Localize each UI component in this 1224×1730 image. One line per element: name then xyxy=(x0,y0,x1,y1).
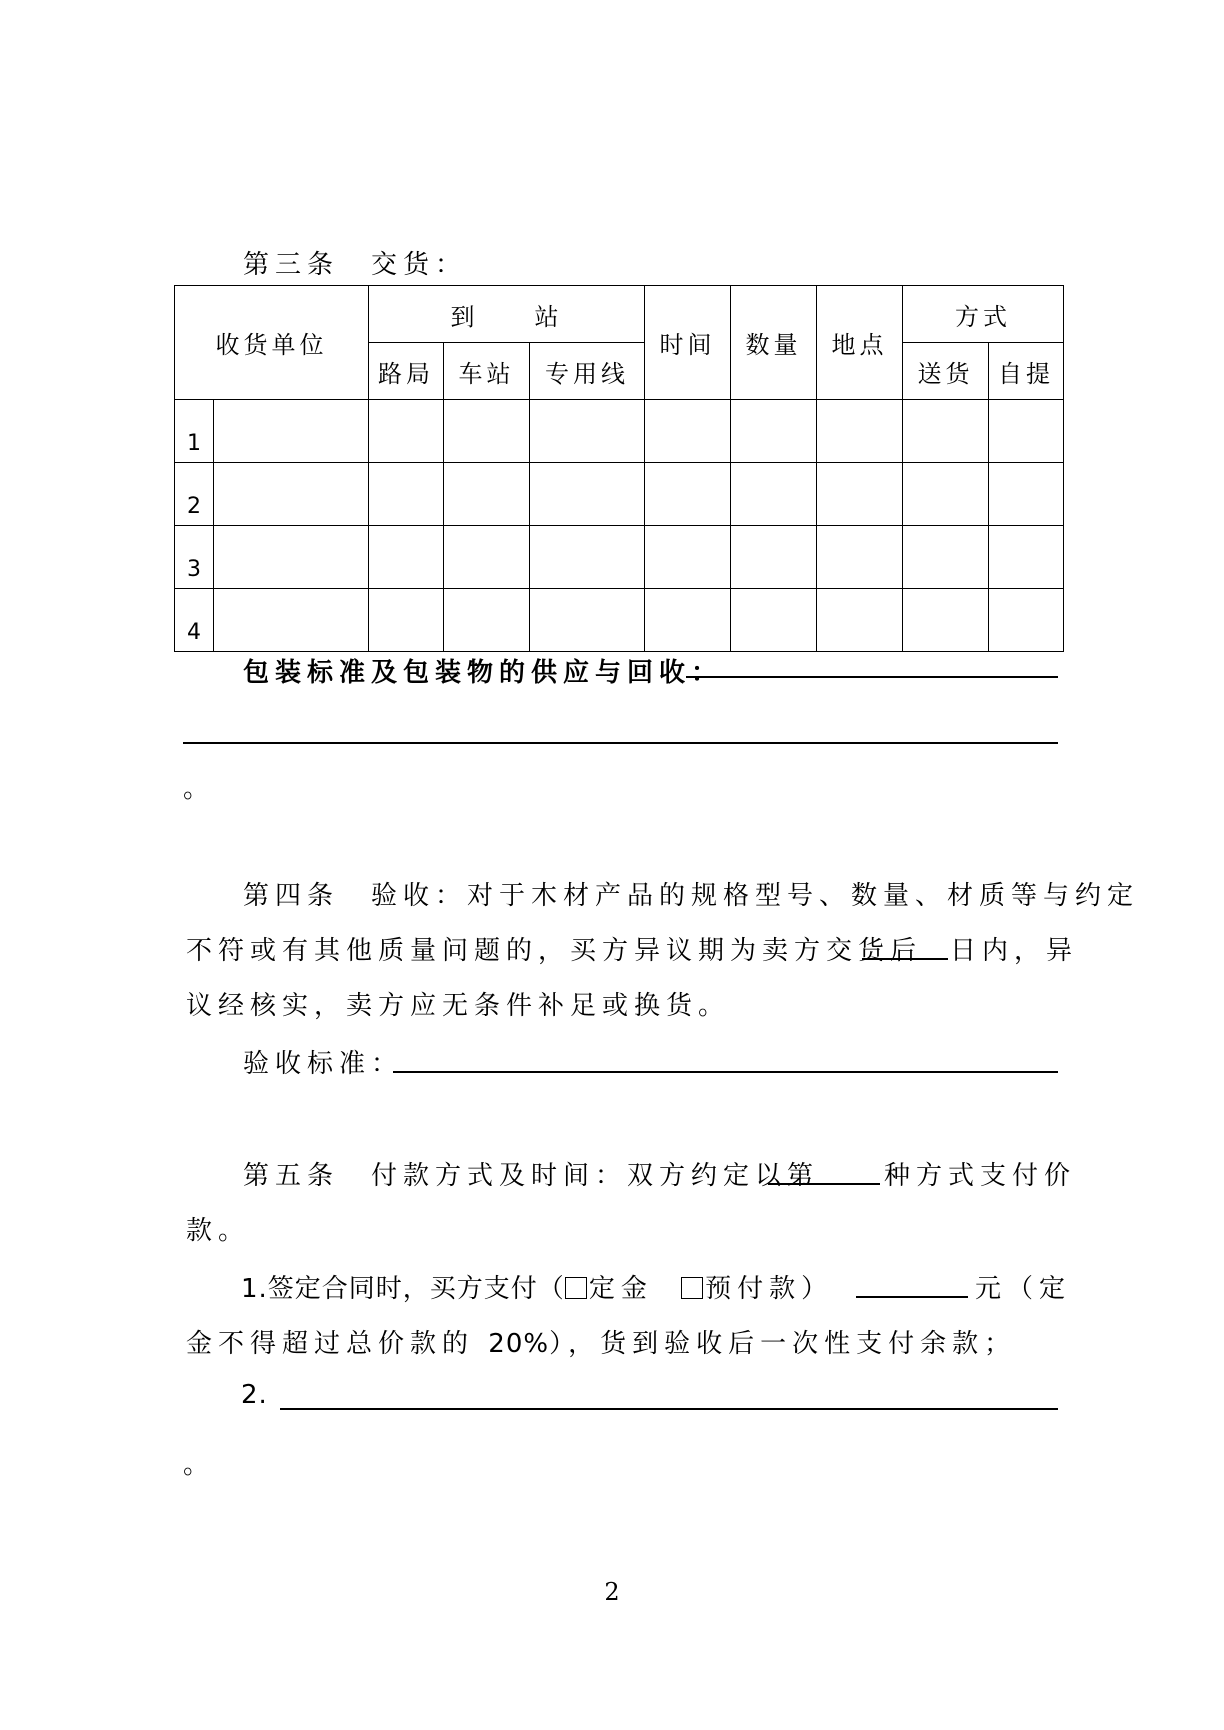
table-cell[interactable] xyxy=(530,526,645,589)
option-prepay: 预付款） xyxy=(705,1274,834,1304)
page-number: 2 xyxy=(604,1578,620,1606)
table-row xyxy=(175,400,1064,463)
table-row xyxy=(175,526,1064,589)
payment-item1 xyxy=(241,1268,833,1305)
col-stop: 车站 xyxy=(444,343,530,400)
col-receiver: 收货单位 xyxy=(175,286,369,400)
table-cell[interactable] xyxy=(369,526,444,589)
table-cell[interactable] xyxy=(731,526,817,589)
table-cell[interactable] xyxy=(214,463,369,526)
table-cell[interactable] xyxy=(989,400,1064,463)
acceptance-standard-blank[interactable] xyxy=(393,1071,1058,1073)
table-cell[interactable] xyxy=(369,589,444,652)
article4-line2-a: 不符或有其他质量问题的，买方异议期为卖方交货后 xyxy=(186,936,923,966)
article5-line2: 款。 xyxy=(186,1216,251,1246)
article3-heading: 第三条 交货： xyxy=(243,250,468,280)
table-cell[interactable] xyxy=(444,400,530,463)
end-mark: 。 xyxy=(183,1450,216,1480)
table-cell[interactable] xyxy=(214,526,369,589)
table-cell[interactable] xyxy=(903,400,989,463)
col-qty: 数量 xyxy=(731,286,817,400)
col-pickup: 自提 xyxy=(989,343,1064,400)
col-railway: 路局 xyxy=(369,343,444,400)
table-cell[interactable] xyxy=(989,463,1064,526)
checkbox-icon[interactable] xyxy=(681,1277,703,1299)
row-index: 2 xyxy=(175,463,214,526)
table-cell[interactable] xyxy=(817,400,903,463)
table-cell[interactable] xyxy=(530,463,645,526)
row-index: 3 xyxy=(175,526,214,589)
payment-method-blank[interactable] xyxy=(768,1183,880,1185)
end-mark: 。 xyxy=(183,774,216,804)
payment-amount-blank[interactable] xyxy=(856,1296,968,1298)
table-cell[interactable] xyxy=(369,400,444,463)
table-cell[interactable] xyxy=(645,463,731,526)
table-cell[interactable] xyxy=(444,589,530,652)
col-mode: 方式 xyxy=(903,286,1064,343)
acceptance-standard-label: 验收标准： xyxy=(243,1049,404,1079)
col-place: 地点 xyxy=(817,286,903,400)
table-cell[interactable] xyxy=(817,526,903,589)
row-index: 1 xyxy=(175,400,214,463)
payment-item1-b: 元（定 xyxy=(975,1274,1072,1304)
payment-item2-blank[interactable] xyxy=(280,1408,1058,1410)
delivery-table xyxy=(174,285,1064,652)
payment-percent: 20% xyxy=(488,1329,550,1359)
article4-line2-b: 日内，异 xyxy=(950,936,1079,966)
table-cell[interactable] xyxy=(369,463,444,526)
table-cell[interactable] xyxy=(817,589,903,652)
col-station: 到 站 xyxy=(369,286,645,343)
table-cell[interactable] xyxy=(530,400,645,463)
col-time: 时间 xyxy=(645,286,731,400)
article4-line1: 第四条 验收：对于木材产品的规格型号、数量、材质等与约定 xyxy=(243,881,1140,911)
checkbox-icon[interactable] xyxy=(565,1277,587,1299)
payment-item1-line2-a: 金不得超过总价款的 xyxy=(186,1329,475,1359)
packaging-blank-line2[interactable] xyxy=(183,742,1058,744)
table-cell[interactable] xyxy=(903,463,989,526)
col-deliver: 送货 xyxy=(903,343,989,400)
table-cell[interactable] xyxy=(903,589,989,652)
col-siding: 专用线 xyxy=(530,343,645,400)
table-cell[interactable] xyxy=(989,526,1064,589)
payment-item2-label: 2. xyxy=(241,1380,268,1410)
article4-line3: 议经核实，卖方应无条件补足或换货。 xyxy=(186,991,731,1021)
payment-item1-a: 1.签定合同时，买方支付（ xyxy=(241,1274,565,1304)
table-cell[interactable] xyxy=(645,526,731,589)
table-cell[interactable] xyxy=(731,463,817,526)
packaging-blank[interactable] xyxy=(686,676,1058,678)
table-cell[interactable] xyxy=(645,400,731,463)
table-cell[interactable] xyxy=(989,589,1064,652)
table-cell[interactable] xyxy=(903,526,989,589)
option-deposit: 定金 xyxy=(588,1274,653,1304)
table-cell[interactable] xyxy=(444,526,530,589)
objection-days-blank[interactable] xyxy=(862,958,948,960)
table-cell[interactable] xyxy=(731,400,817,463)
table-cell[interactable] xyxy=(731,589,817,652)
table-cell[interactable] xyxy=(214,589,369,652)
table-row xyxy=(175,589,1064,652)
packaging-label: 包装标准及包装物的供应与回收： xyxy=(243,658,724,688)
article5-line1-b: 种方式支付价 xyxy=(884,1161,1077,1191)
row-index: 4 xyxy=(175,589,214,652)
table-row xyxy=(175,463,1064,526)
table-cell[interactable] xyxy=(530,589,645,652)
payment-item1-line2-b: ），货到验收后一次性支付余款； xyxy=(549,1329,1017,1359)
table-cell[interactable] xyxy=(645,589,731,652)
article5-line1-a: 第五条 付款方式及时间：双方约定以第 xyxy=(243,1161,820,1191)
payment-item1-line2 xyxy=(186,1323,1016,1360)
table-cell[interactable] xyxy=(817,463,903,526)
table-cell[interactable] xyxy=(444,463,530,526)
table-cell[interactable] xyxy=(214,400,369,463)
